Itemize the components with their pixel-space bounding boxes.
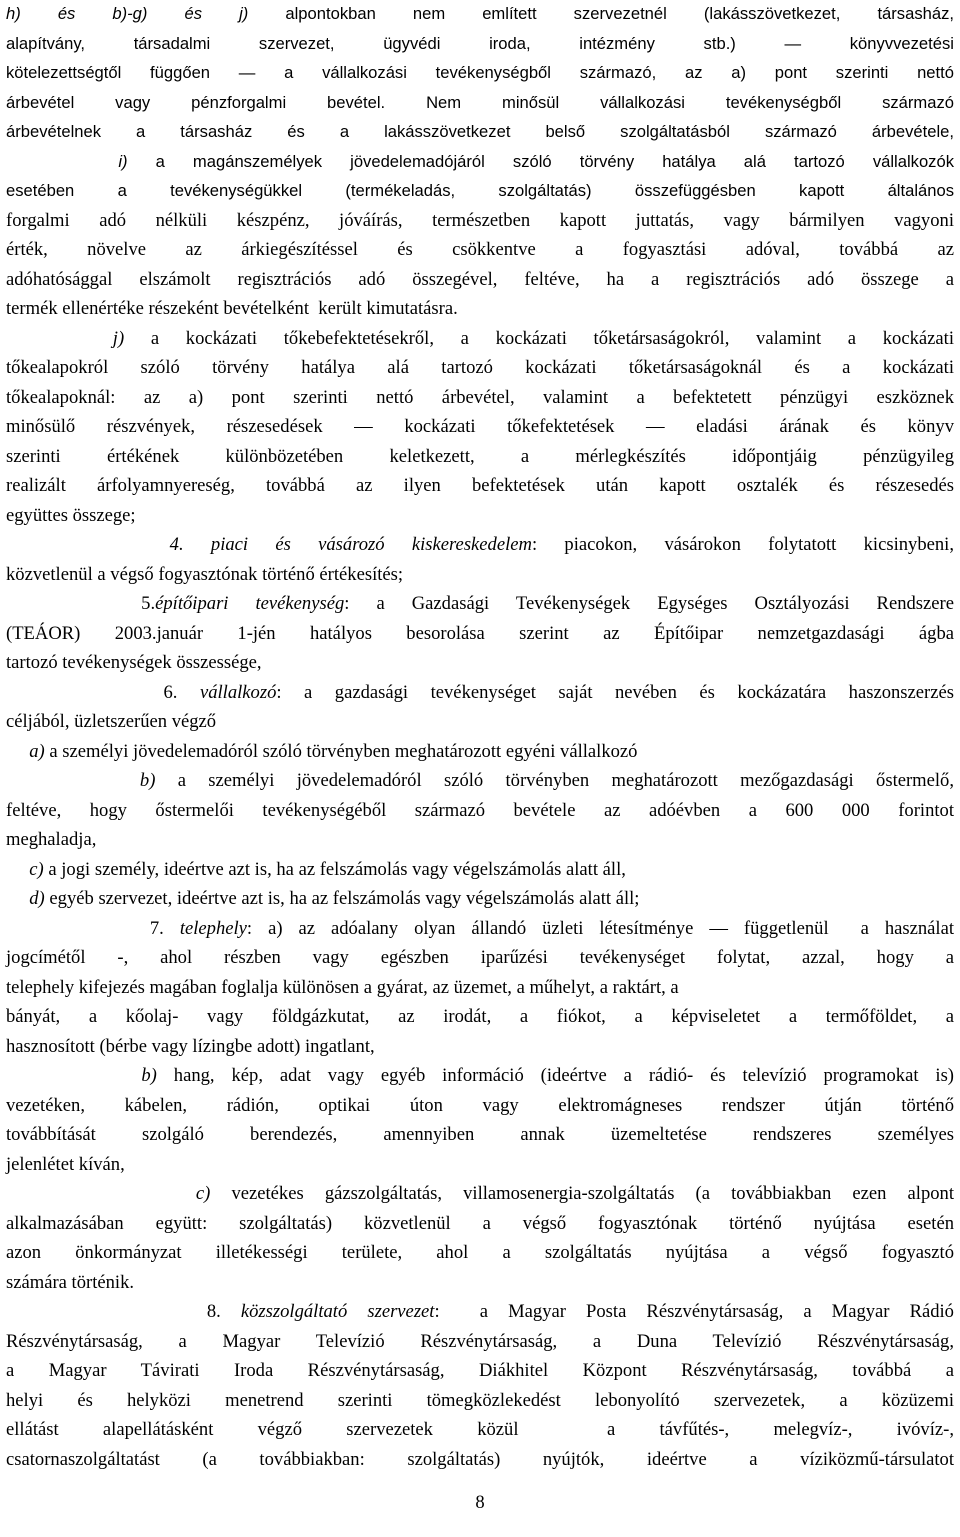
text-line: tőkealapokról szóló törvény hatálya alá tartozó kockázati tőketársaságoknál és a kockázati [6,357,954,378]
text-line: i) a magánszemélyek jövedelemadójáról szóló törvény hatálya alá tartozó vállalkozók [118,152,954,171]
text-line: realizált árfolyamnyereség, továbbá az ilyen befektetések után kapott osztalék és részesedés [6,475,954,496]
text-line: ellátást alapellátásként végző szervezetek közül a távfűtés-, melegvíz-, ivóvíz-, [6,1419,954,1440]
text-line: érték, növelve az árkiegészítéssel és csökkentve a fogyasztási adóval, továbbá az [6,239,954,260]
text-line: jogcímétől -, ahol részben vagy egészben iparűzési tevékenységet folytat, azzal, hogy a [6,947,954,968]
text-line: együttes összege; [6,505,136,526]
text-line: meghaladja, [6,829,97,850]
text-line: c) vezetékes gázszolgáltatás, villamosenergia-szolgáltatás (a továbbiakban ezen alpont [195,1183,955,1204]
text-line: kötelezettségtől függően — a vállalkozási tevékenységből származó, az a) pont szerinti nettó [6,63,954,82]
text-line: b) a személyi jövedelemadóról szóló törvényben meghatározott mezőgazdasági őstermelő, [139,770,955,791]
text-line: 4. piaci és vásározó kiskereskedelem: piacokon, vásárokon folytatott kicsinybeni, [169,534,954,555]
text-line: termék ellenértéke részeként bevételként került kimutatásra. [6,298,458,319]
text-line: helyi és helyközi menetrend szerinti tömegközlekedést lebonyolító szervezetek, a közüzemi [6,1390,954,1411]
text-line: telephely kifejezés magában foglalja különösen a gyárat, az üzemet, a műhelyt, a raktárt, a [6,977,679,998]
text-line: h) és b)-g) és j) alpontokban nem említett szervezetnél (lakásszövetkezet, társasház, [6,4,954,23]
text-line: feltéve, hogy őstermelői tevékenységéből származó bevétele az adóévben a 600 000 forintot [6,800,954,821]
text-line: j) a kockázati tőkebefektetésekről, a kockázati tőketársaságokról, valamint a kockázati [112,328,954,349]
text-line: esetében a tevékenységükkel (termékeladás, szolgáltatás) összefüggésben kapott általános [6,181,954,200]
text-line: céljából, üzletszerűen végző [6,711,217,732]
text-line: szerinti értékének különbözetében keletkezett, a mérlegkészítés időpontjáig pénzügyileg [6,446,954,467]
text-line: alkalmazásában együtt: szolgáltatás) közvetlenül a végső fogyasztónak történő nyújtása esetén [6,1213,954,1234]
text-line: 7. telephely: a) az adóalany olyan állandó üzleti létesítménye — függetlenül a használat [6,918,954,939]
text-line: vezetéken, kábelen, rádión, optikai úton vagy elektromágneses rendszer útján történő [6,1095,954,1116]
text-line: b) hang, kép, adat vagy egyéb információ (ideértve a rádió- és televízió programokat is) [141,1065,954,1086]
text-line: minősülő részvények, részesedések — kockázati tőkefektetések — eladási árának és könyv [6,416,954,437]
text-line: (TEÁOR) 2003.január 1-jén hatályos besorolása szerint az Építőipar nemzetgazdasági ágba [6,623,954,644]
text-line: adóhatósággal elszámolt regisztrációs adó összegével, feltéve, ha a regisztrációs adó összege a [6,269,954,290]
text-line: 8. közszolgáltató szervezet: a Magyar Posta Részvénytársaság, a Magyar Rádió [6,1301,954,1322]
text-line: a) a személyi jövedelemadóról szóló törvényben meghatározott egyéni vállalkozó [29,741,638,762]
text-line: d) egyéb szervezet, ideértve azt is, ha az felszámolás vagy végelszámolás alatt áll; [29,888,640,909]
page-number: 8 [475,1492,485,1513]
text-line: c) a jogi személy, ideértve azt is, ha az felszámolás vagy végelszámolás alatt áll, [29,859,626,880]
text-line: a Magyar Távirati Iroda Részvénytársaság, Diákhitel Központ Részvénytársaság, továbbá a [6,1360,954,1381]
text-line: Részvénytársaság, a Magyar Televízió Részvénytársaság, a Duna Televízió Részvénytársaság, [6,1331,954,1352]
text-line: tartozó tevékenységek összessége, [6,652,262,673]
text-line: hasznosított (bérbe vagy lízingbe adott) ingatlant, [6,1036,375,1057]
text-line: közvetlenül a végső fogyasztónak történő értékesítés; [6,564,404,585]
text-line: csatornaszolgáltatást (a továbbiakban: szolgáltatás) nyújtók, ideértve a víziközmű-társulatot [6,1449,954,1470]
text-line: azon önkormányzat illetékességi területe, ahol a szolgáltatás nyújtása a végső fogyasztó [6,1242,954,1263]
text-line: számára történik. [6,1272,135,1293]
text-line: bányát, a kőolaj- vagy földgázkutat, az irodát, a fiókot, a képviseletet a termőföldet, a [6,1006,954,1027]
text-line: 5.építőipari tevékenység: a Gazdasági Tevékenységek Egységes Osztályozási Rendszere [6,593,954,614]
text-line: tőkealapoknál: az a) pont szerinti nettó árbevétel, valamint a befektetett pénzügyi eszköznek [6,387,954,408]
text-line: 6. vállalkozó: a gazdasági tevékenységet saját nevében és kockázatára haszonszerzés [6,682,954,703]
text-line: továbbítását szolgáló berendezés, amennyiben annak üzemeltetése rendszeres személyes [6,1124,954,1145]
text-line: jelenlétet kíván, [6,1154,125,1175]
text-line: alapítvány, társadalmi szervezet, ügyvédi iroda, intézmény stb.) — könyvvezetési [6,34,954,53]
text-line: forgalmi adó nélküli készpénz, jóváírás, természetben kapott juttatás, vagy bármilyen vagyoni [6,210,954,231]
text-line: árbevétel vagy pénzforgalmi bevétel. Nem minősül vállalkozási tevékenységből származó [6,93,954,112]
text-line: árbevételnek a társasház és a lakásszövetkezet belső szolgáltatásból származó árbevétele, [6,122,954,141]
